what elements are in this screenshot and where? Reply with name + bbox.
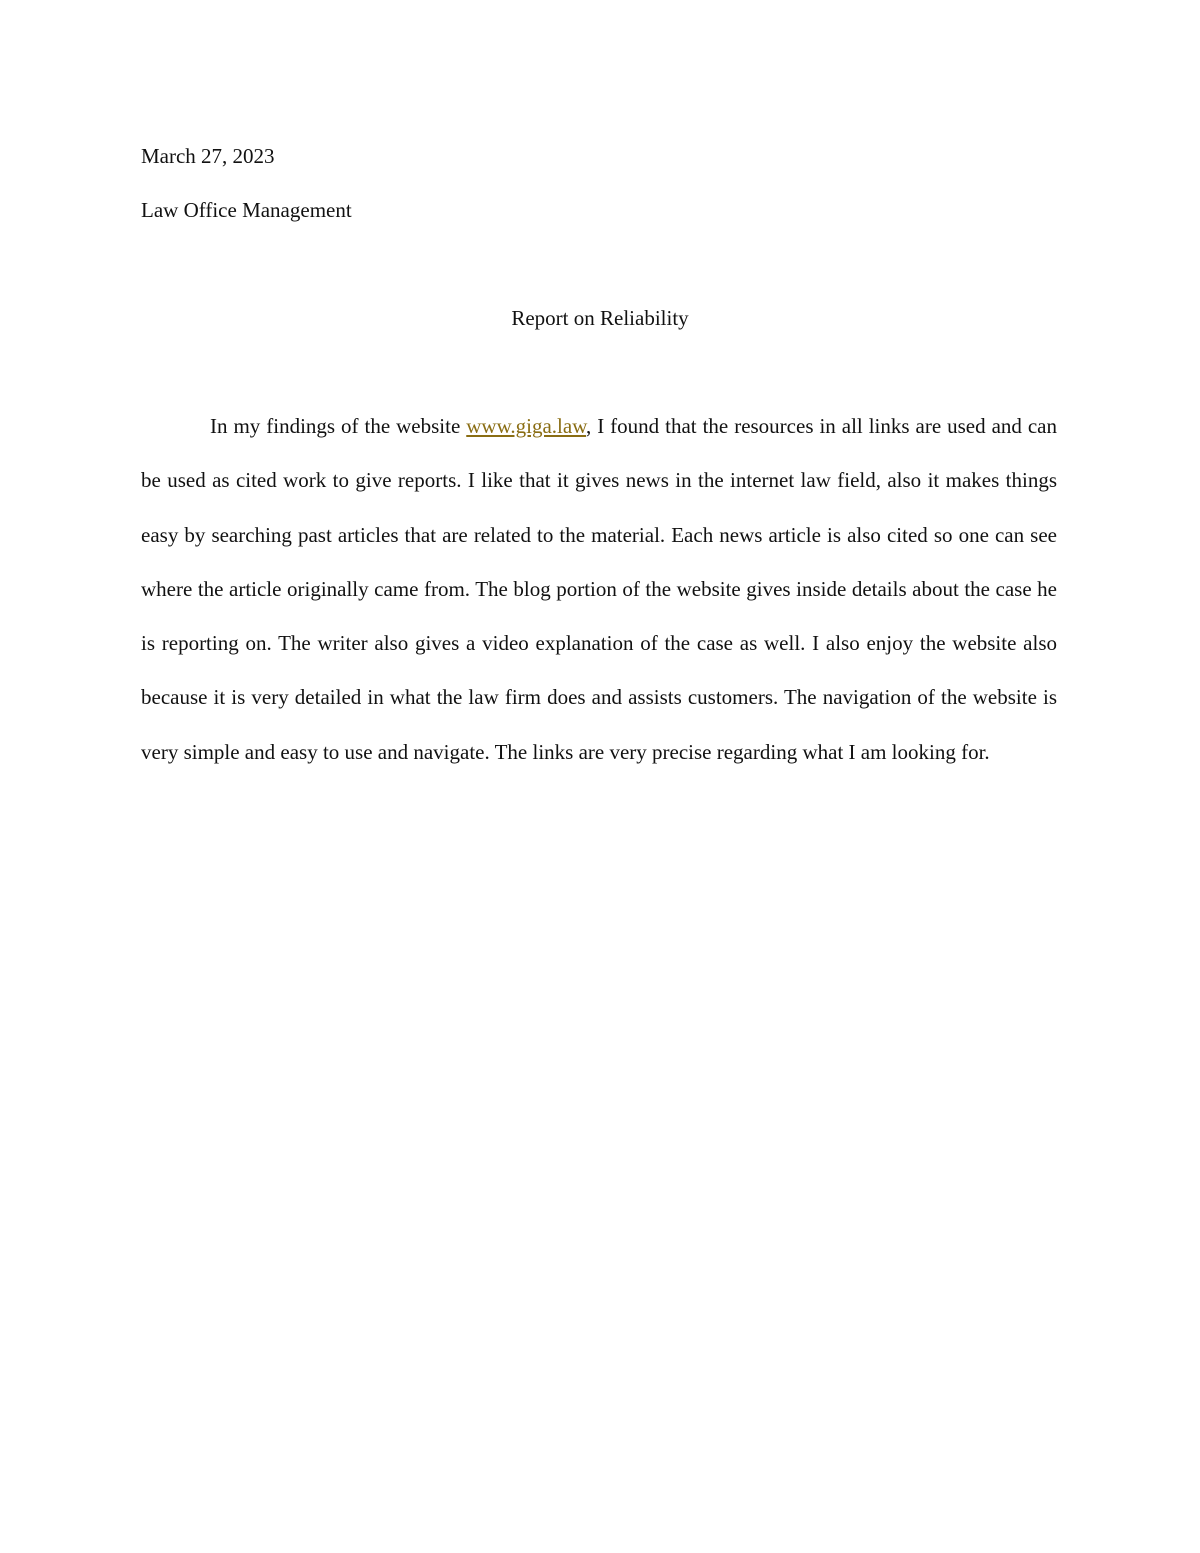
website-link[interactable]: www.giga.law (466, 414, 586, 438)
body-text-before-link: In my findings of the website (210, 414, 467, 438)
document-date: March 27, 2023 (141, 144, 275, 168)
body-text-after-link: , I found that the resources in all links are used and can be used as cited work to give reports. I like that it gives news in the internet law field, also it makes things easy by searching past articles that are related to the material. Each news article is also cited so one can see where the article originally came from. The blog portion of the website gives inside details about the case he is reporting on. The writer also gives a video explanation of the case as well. I also enjoy the website also because it is very detailed in what the law firm does and assists customers. The navigation of the website is very simple and easy to use and navigate. The links are very precise regarding what I am looking for. (141, 414, 1057, 764)
body-paragraph (141, 399, 1057, 779)
course-name: Law Office Management (141, 198, 352, 222)
document-title: Report on Reliability (511, 306, 689, 330)
